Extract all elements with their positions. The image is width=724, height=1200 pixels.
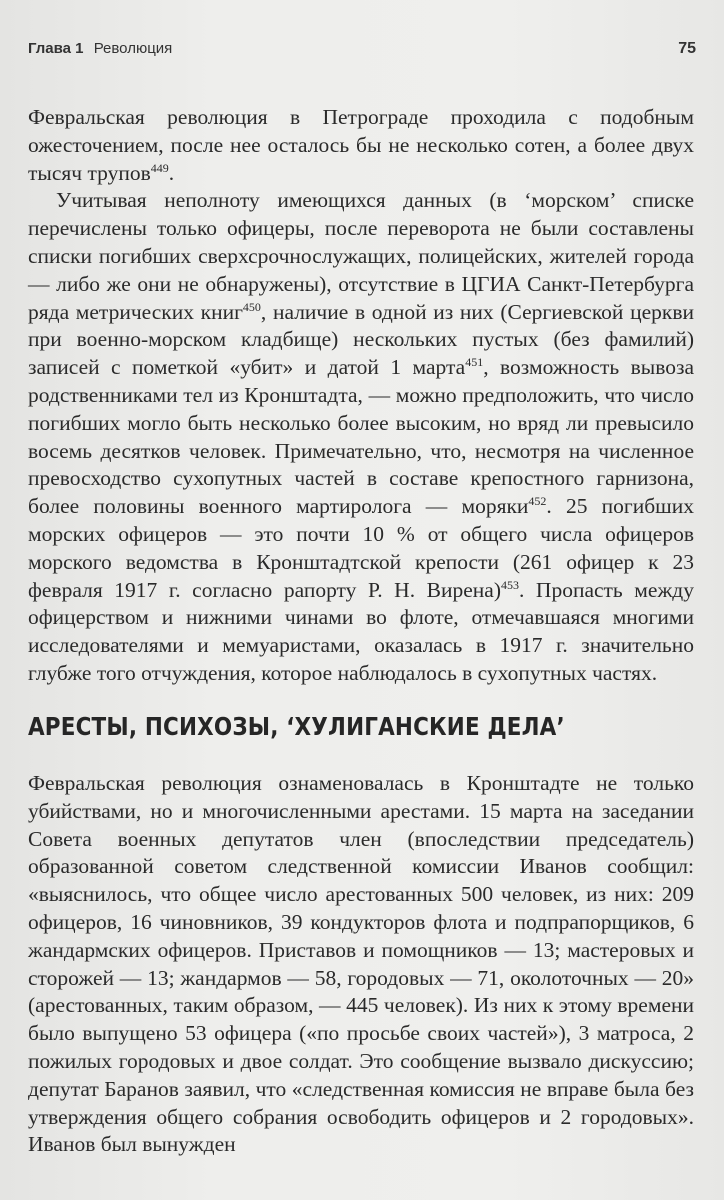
- body-text-section-one: [28, 104, 694, 688]
- paragraph-text: Учитывая неполноту имеющихся данных (в ‘морском’ списке перечислены только офицеры, после переворота не были составлены списки погибших сверхсрочнослужащих, полицейских, жителей города — либо же они не обнаружены), отсутствие в ЦГИА Санкт-Петербурга ряда метрических книг: [28, 188, 694, 324]
- footnote-ref: 451: [465, 355, 484, 370]
- paragraph-text: Февральская революция в Петрограде проходила с подобным ожесточением, после нее осталось бы не несколько сотен, а более двух тысяч трупов: [28, 105, 694, 185]
- chapter-label: Глава 1: [28, 40, 84, 57]
- paragraph-text: . Пропасть между офицерством и нижними чинами во флоте, отмечавшаяся многими исследователями и мемуаристами, оказалась в 1917 г. значительно глубже того отчуждения, которое наблюдалось в сухопутных частях.: [28, 577, 694, 685]
- section-heading: АРЕСТЫ, ПСИХОЗЫ, ‘ХУЛИГАНСКИЕ ДЕЛА’: [28, 712, 565, 741]
- paragraph: [28, 187, 694, 687]
- running-header: [28, 40, 696, 58]
- chapter-info: [28, 40, 172, 57]
- paragraph-text: , наличие в одной из них (Сергиевской церкви при военно-морском кладбище) нескольких пустых (без фамилий) записей с пометкой «убит» и датой 1 марта: [28, 299, 694, 380]
- page-number: 75: [678, 40, 696, 57]
- footnote-ref: 452: [528, 494, 547, 508]
- body-text-section-two: [28, 770, 694, 1159]
- paragraph-text: , возможность вывоза родственниками тел из Кронштадта, — можно предположить, что число погибших могло быть несколько более высоким, но вряд ли превысило восемь десятков человек. Примечательно, что, несмотря на численное превосходство сухопутных частей в составе крепостного гарнизона, более половины военного мартиролога — моряки: [28, 355, 694, 519]
- paragraph: Февральская революция ознаменовалась в Кронштадте не только убийствами, но и многочисленными арестами. 15 марта на заседании Совета военных депутатов член (впоследствии председатель) образованной советом следственной комиссии Иванов сообщил: «выяснилось, что общее число арестованных 500 человек, из них: 209 офицеров, 16 чиновников, 39 кондукторов флота и подпрапорщиков, 6 жандармских офицеров. Приставов и помощников — 13; мастеровых и сторожей — 13; жандармов — 58, городовых — 71, околоточных — 20» (арестованных, таким образом, — 445 человек). Из них к этому времени было выпущено 53 офицера («по просьбе своих частей»), 3 матроса, 2 пожилых городовых и двое солдат. Это сообщение вызвало дискуссию; депутат Баранов заявил, что «следственная комиссия не вправе была без утверждения общего собрания освободить офицеров и 2 городовых». Иванов был вынужден: [28, 771, 694, 1157]
- paragraph-text: . 25 погибших морских офицеров — это почти 10 % от общего числа офицеров морского ведомства в Кронштадтской крепости (261 офицер к 23 февраля 1917 г. согласно рапорту Р. Н. Вирена): [28, 494, 694, 602]
- paragraph-text: .: [168, 160, 175, 185]
- footnote-ref: 453: [500, 577, 519, 592]
- paragraph: [28, 104, 694, 187]
- footnote-ref: 449: [150, 160, 169, 175]
- footnote-ref: 450: [242, 299, 261, 314]
- chapter-title: Революция: [93, 40, 173, 57]
